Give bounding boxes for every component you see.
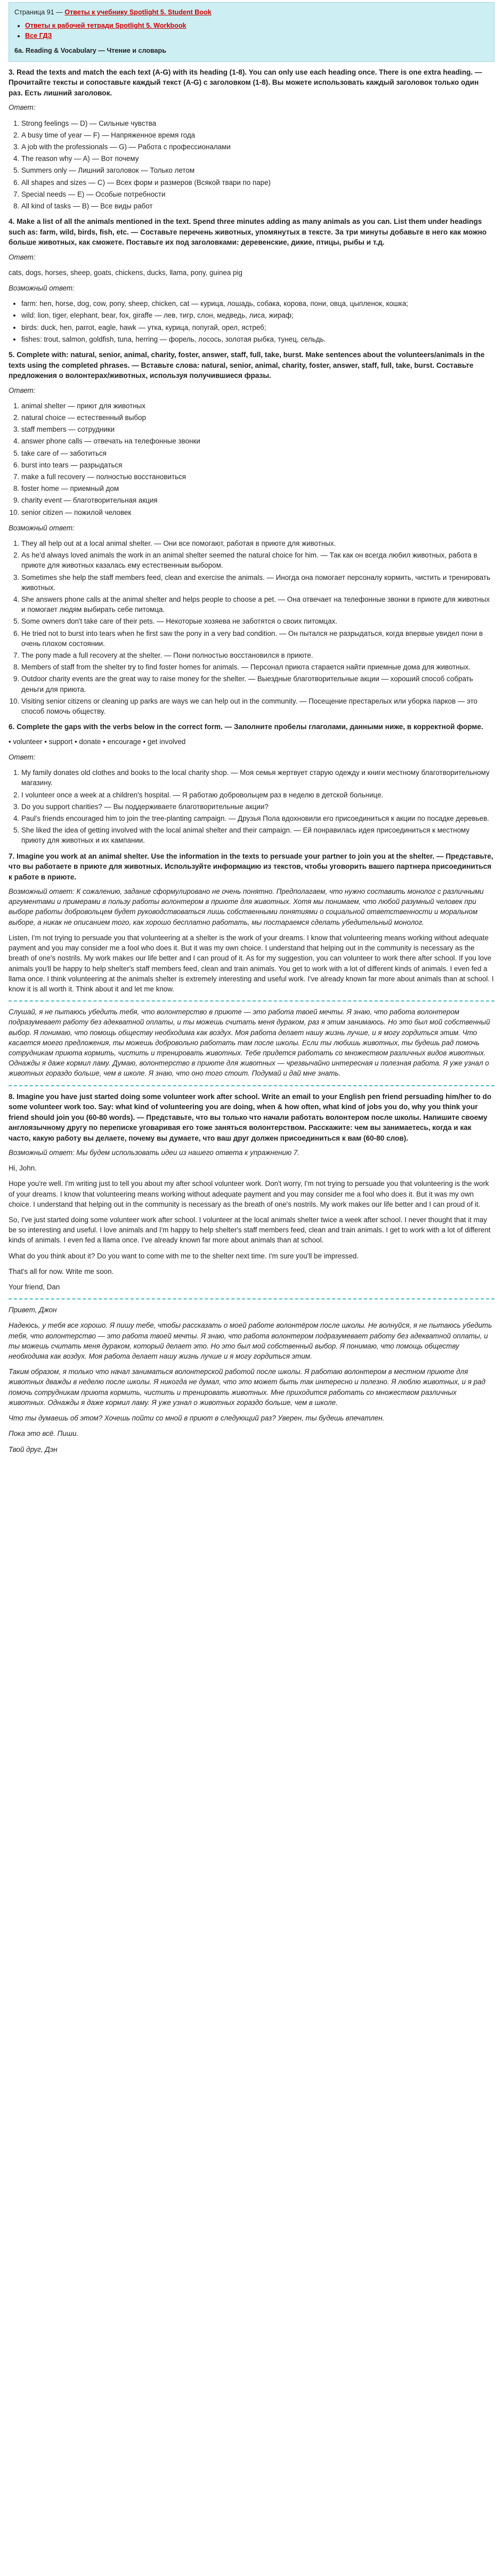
email-signature: Your friend, Dan [9, 1283, 60, 1291]
all-gdz-link[interactable]: Все ГДЗ [25, 32, 52, 40]
list-item: 7. make a full recovery — полностью восстановиться [21, 472, 494, 482]
list-item: 9. Outdoor charity events are the great way to raise money for the shelter. — Выездные благотворительные акции — хороший способ собрать деньги для приюта. [21, 674, 494, 694]
list-item: • fishes: trout, salmon, goldfish, tuna, herring — форель, лосось, золотая рыбка, тунец, сельдь. [21, 334, 494, 344]
exercise-7-title: 7. Imagine you work at an animal shelter. Use the information in the texts to persuade your partner to join you at the shelter. — Представьте, что вы работаете в приюте для животных. Используйте информацию из текстов, чтобы уговорить вашего партнера присоединиться к работе в приюте. [9, 852, 493, 881]
email-paragraph: What do you think about it? Do you want to come with me to the shelter next time. I'm sure you'll be impressed. [9, 1251, 359, 1260]
possible-answer-label: Возможный ответ: [9, 523, 75, 532]
email-paragraph-ru: Таким образом, я только что начал заниматься волонтерской работой после школы. Я работаю волонтером в местном приюте для животных дважды в неделю после школы. Я никогда не думал, что это может быть так интересно и полезно. Я люблю животных, и я рад помочь сотрудникам приюта кормить, чистить и тренировать животных. Мне приходится работать со множеством различных животных. Однажды я даже кормил ламу. Я уже узнал о животных гораздо больше, чем в школе. [9, 1368, 486, 1407]
list-item: 5. take care of — заботиться [21, 448, 494, 458]
possible-answer-label: Возможный ответ: [9, 284, 75, 293]
list-item: 1. Strong feelings — D) — Сильные чувства [21, 118, 494, 128]
answer-label: Ответ: [9, 253, 36, 261]
animal-groups [21, 298, 494, 344]
exercise-5-phrases [21, 401, 494, 518]
list-item: 6. He tried not to burst into tears when he first saw the pony in a very bad condition. — Он пытался не разрыдаться, когда впервые увидел пони в очень плохом состоянии. [21, 628, 494, 649]
exercise-6-answers [21, 768, 494, 845]
section-title: 6a. Reading & Vocabulary — Чтение и словарь [14, 46, 166, 54]
exercise-5-title: 5. Complete with: natural, senior, animal, charity, foster, answer, staff, full, take, burst. Make sentences about the volunteers/animals in the texts using the completed phrases. — Вставьте слова: natural, senior, animal, charity, foster, answer, staff, full, take, burst. Составьте предложения о волонтерах/животных, используя получившиеся фразы. [9, 351, 485, 380]
exercise-4-title: 4. Make a list of all the animals mentioned in the text. Spend three minutes adding as many animals as you can. List them under headings such as: farm, wild, birds, fish, etc. — Составьте перечень животных, упомянутых в тексте. За три минуты добавьте в него как можно больше животных, как сможете. Поставьте их под заголовками: деревенские, дикие, птицы, рыбы и т.д. [9, 217, 487, 247]
list-item: 2. A busy time of year — F) — Напряженное время года [21, 130, 494, 140]
list-item: 3. A job with the professionals — G) — Работа с профессионалами [21, 142, 494, 152]
divider [9, 1085, 494, 1086]
list-item [25, 21, 489, 31]
list-item: 3. staff members — сотрудники [21, 424, 494, 434]
answer-label: Ответ: [9, 753, 36, 761]
email-paragraph-ru: Что ты думаешь об этом? Хочешь пойти со мной в приют в следующий раз? Уверен, ты будешь впечатлен. [9, 1414, 385, 1423]
list-item: 5. Some owners don't take care of their pets. — Некоторые хозяева не заботятся о своих питомцах. [21, 616, 494, 626]
exercise-7-english: Listen, I'm not trying to persuade you that volunteering at a shelter is the work of your dreams. I know that volunteering means working without adequate payment and you may consider me a fool who does it. But it was my own choice. I understand that helping out in the community is necessary as the breath of one's nostrils. My work makes our life better and I can proud of it. As for my suggestion, you can volunteer to work there after school. If you love animals you'll be happy to help shelter's staff members feed, clean and train animals. You get to work with a lot of different kinds of animals. I even fed a llama once. I think volunteering at the animals shelter is extremely interesting and useful work. I've already known far more about animals than at school. I know it is all worth it. Think about it and let me know. [9, 933, 494, 993]
email-translation [9, 1305, 494, 1454]
list-item: 1. My family donates old clothes and books to the local charity shop. — Моя семья жертвует старую одежду и книги местному благотворительному магазину. [21, 768, 494, 788]
email-greeting: Hi, John. [9, 1164, 37, 1173]
list-item: 6. burst into tears — разрыдаться [21, 460, 494, 470]
email-paragraph-ru: Надеюсь, у тебя все хорошо. Я пишу тебе, чтобы рассказать о моей работе волонтёром после школы. Не волнуйся, я не пытаюсь убедить тебя, что волонтерство — это работа твоей мечты. Я знаю, что работа волонтером подразумевает работу без адекватной оплаты, и ты можешь считать меня дураком, который делает это. Но это был мой собственный выбор. Я понимаю, что помощь обществу необходима как воздух. Моя работа делает нашу жизнь лучше и я могу гордиться этим. [9, 1321, 492, 1361]
list-item: 10. senior citizen — пожилой человек [21, 507, 494, 518]
list-item: 2. As he'd always loved animals the work in an animal shelter seemed the natural choice for him. — Так как он всегда любил животных, работа в приюте для животных казалась ему естественным выбором. [21, 550, 494, 570]
divider [9, 1000, 494, 1002]
list-item: 3. Do you support charities? — Вы поддерживаете благотворительные акции? [21, 802, 494, 812]
word-bank: • volunteer • support • donate • encourage • get involved [9, 737, 186, 746]
list-item: 8. foster home — приемный дом [21, 483, 494, 494]
breadcrumb [14, 7, 489, 18]
list-item: 2. natural choice — естественный выбор [21, 413, 494, 423]
list-item: 5. Summers only — Лишний заголовок — Только летом [21, 165, 494, 175]
email-paragraph-ru: Пока это всё. Пиши. [9, 1430, 79, 1438]
list-item: 6. All shapes and sizes — C) — Всех форм и размеров (Всякой твари по паре) [21, 177, 494, 188]
list-item: 4. The reason why — A) — Вот почему [21, 154, 494, 164]
list-item: 8. All kind of tasks — B) — Все виды работ [21, 201, 494, 211]
list-item: • wild: lion, tiger, elephant, bear, fox, giraffe — лев, тигр, слон, медведь, лиса, жираф; [21, 310, 494, 320]
answer-label: Ответ: [9, 386, 36, 394]
workbook-link[interactable]: Ответы к рабочей тетради Spotlight 5. Workbook [25, 22, 186, 30]
exercise-5-sentences [21, 538, 494, 716]
exercise-8-title: 8. Imagine you have just started doing some volunteer work after school. Write an email to your English pen friend persuading him/her to do some volunteer work too. Say: what kind of volunteering you are doing, when & how often, what kind of jobs you do, why you think your friend should join you (60-80 words). — Представьте, что вы только что начали работать волонтером после школы. Напишите своему англоязычному другу по переписке уговаривая его тоже заняться волонтерством. Расскажите: чем вы занимаетесь, когда и как часто, какую работу вы делаете, почему вы думаете, что ваш друг должен присоединиться к вам (60-80 слов). [9, 1092, 492, 1142]
exercise-3-title: 3. Read the texts and match the each text (A-G) with its heading (1-8). You can only use each heading once. There is one extra heading. — Прочитайте тексты и сопоставьте каждый текст (A-G) с заголовком (1-8). Вы можете использовать каждый заголовок только один раз. Есть лишний заголовок. [9, 68, 482, 97]
breadcrumb-prefix: Страница 91 — [14, 9, 65, 16]
list-item: • farm: hen, horse, dog, cow, pony, sheep, chicken, cat — курица, лошадь, собака, корова, пони, овца, цыпленок, кошка; [21, 298, 494, 309]
answer-label: Ответ: [9, 103, 36, 112]
list-item: 9. charity event — благотворительная акция [21, 495, 494, 505]
exercise-7-russian: Слушай, я не пытаюсь убедить тебя, что волонтерство в приюте — это работа твоей мечты. Я знаю, что работа волонтером подразумевает работу без адекватной оплаты, и ты можешь считать меня дураком, раз я этим занимаюсь. Но это был мой собственный выбор. Я понимаю, что помощь обществу необходима как воздух. Моя работа делает нашу жизнь лучше, и я могу гордиться этим. Что касается моего предложения, ты можешь добровольно работать там после школы. Если ты любишь животных, ты будешь рад помочь сотрудникам приюта кормить, чистить и тренировать животных. Тебе придется работать со множеством различных видов животных. Однажды я даже кормил ламу. Думаю, волонтерство в приюте для животных — чрезвычайно интересная и полезная работа. Я уже узнал о животных гораздо больше, чем в школе. Я знаю, что оно того стоит. Подумай и дай мне знать. [9, 1008, 490, 1078]
list-item: 10. Visiting senior citizens or cleaning up parks are ways we can help out in the community. — Посещение престарелых или уборка парков — это способ помочь обществу. [21, 696, 494, 716]
list-item: 4. Paul's friends encouraged him to join the tree-planting campaign. — Друзья Пола вдохновили его присоединиться к акции по посадке деревьев. [21, 813, 494, 823]
header-box [9, 2, 494, 62]
list-item: 4. She answers phone calls at the animal shelter and helps people to choose a pet. — Она отвечает на телефонные звонки в приюте для животных и помогает людям выбирать себе питомца. [21, 594, 494, 615]
list-item: • birds: duck, hen, parrot, eagle, hawk — утка, курица, попугай, орел, ястреб; [21, 322, 494, 333]
list-item [25, 31, 489, 41]
header-links [25, 21, 489, 41]
list-item: 1. They all help out at a local animal shelter. — Они все помогают, работая в приюте для животных. [21, 538, 494, 548]
exercise-7-note: Возможный ответ: К сожалению, задание сформулировано не очень понятно. Предполагаем, что нужно составить монолог с различными аргументами и примерами в пользу работы волонтером в приюте для животных. Хотя мы понимаем, что любой разумный человек при выборе работы добровольцем будет руководствоваться лишь собственными понятиями о социальной ответственности и моральном выборе, а никак не описанием того, как хорошо бесплатно работать, мы постараемся сделать убедительный монолог. [9, 887, 484, 926]
list-item: 5. She liked the idea of getting involved with the local animal shelter and their campaign. — Ей понравилась идея присоединиться к местному приюту для животных и их кампании. [21, 825, 494, 845]
email-paragraph: So, I've just started doing some volunteer work after school. I volunteer at the local animals shelter twice a week after school. I never thought that it may be so interesting and useful. I love animals and I'm happy to help shelter's staff members feed, clean and train animals. I get to work with a lot of different kinds of animals. I even fed a llama once. I've already known far more about animals than at school. [9, 1216, 491, 1245]
list-item: 2. I volunteer once a week at a children's hospital. — Я работаю добровольцем раз в неделю в детской больнице. [21, 790, 494, 800]
list-item: 7. The pony made a full recovery at the shelter. — Пони полностью восстановился в приюте. [21, 650, 494, 660]
list-item: 4. answer phone calls — отвечать на телефонные звонки [21, 436, 494, 446]
animals-list: cats, dogs, horses, sheep, goats, chickens, ducks, llama, pony, guinea pig [9, 268, 242, 277]
email-greeting-ru: Привет, Джон [9, 1306, 57, 1314]
email-paragraph: That's all for now. Write me soon. [9, 1267, 114, 1275]
divider [9, 1298, 494, 1299]
exercise-6-title: 6. Complete the gaps with the verbs below in the correct form. — Заполните пробелы глаголами, данными ниже, в корректной форме. [9, 723, 483, 731]
list-item: 1. animal shelter — приют для животных [21, 401, 494, 411]
email-paragraph: Hope you're well. I'm writing just to tell you about my after school volunteer work. Don't worry, I'm not trying to persuade you that volunteering is the work of your dreams. I know that volunteering means working without adequate payment and you may consider me a fool who does it. But it was my own choice. I understand that helping out in the community is necessary as the breath of one's nostrils. My work makes our life better and I can proud of it. [9, 1180, 489, 1208]
list-item: 8. Members of staff from the shelter try to find foster homes for animals. — Персонал приюта старается найти приемные дома для животных. [21, 662, 494, 672]
email-signature-ru: Твой друг, Дэн [9, 1445, 58, 1453]
exercise-8-note: Возможный ответ: Мы будем использовать идеи из нашего ответа к упражнению 7. [9, 1149, 299, 1157]
exercise-3-answers [21, 118, 494, 212]
list-item: 7. Special needs — E) — Особые потребности [21, 189, 494, 199]
student-book-link[interactable]: Ответы к учебнику Spotlight 5. Student Book [64, 9, 212, 16]
list-item: 3. Sometimes she help the staff members feed, clean and exercise the animals. — Иногда она помогает персоналу кормить, чистить и тренировать животных. [21, 572, 494, 593]
